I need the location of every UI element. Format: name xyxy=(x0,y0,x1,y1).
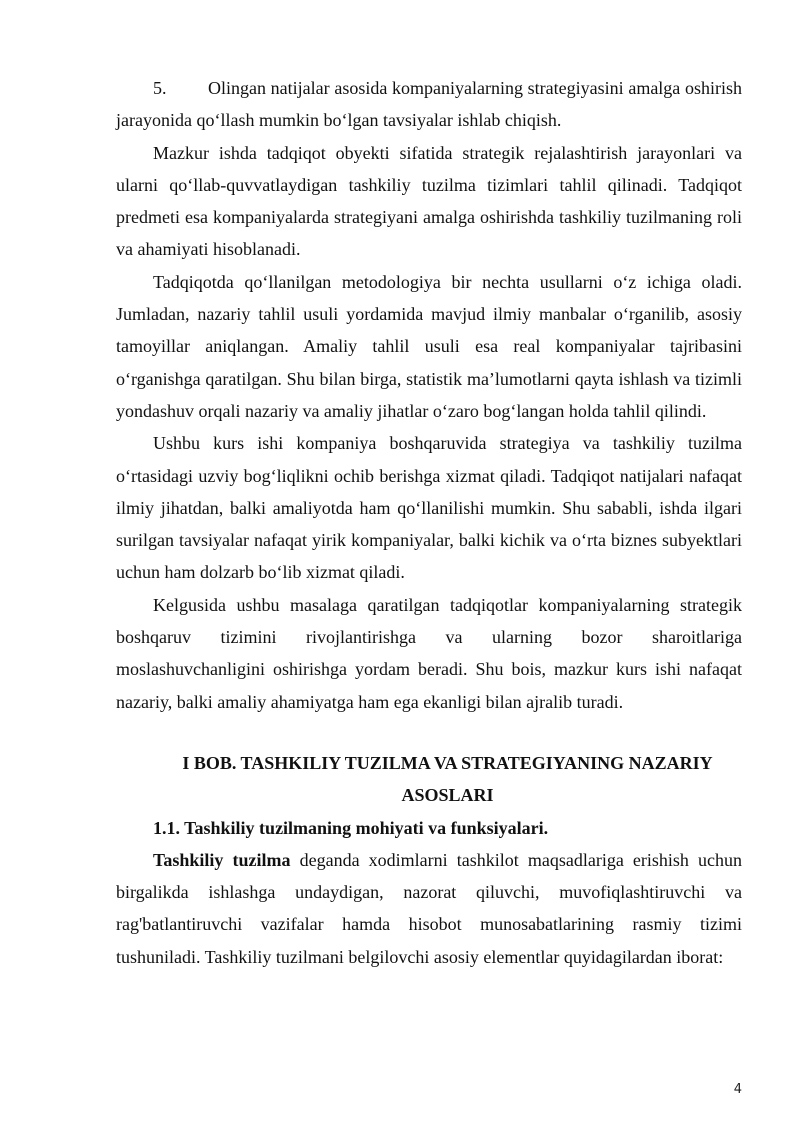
chapter-heading-line-2: ASOSLARI xyxy=(401,785,494,806)
page-number: 4 xyxy=(733,1082,742,1097)
list-item-number: 5. xyxy=(153,78,167,98)
paragraph-definition xyxy=(116,844,742,973)
paragraph-future-line-1: Kelgusida ushbu masalaga qaratilgan tadqiqotlar kompaniyalarning strategik xyxy=(153,594,742,615)
document-page xyxy=(116,72,742,973)
paragraph-future-research xyxy=(116,589,742,718)
list-item-text: Olingan natijalar asosida kompaniyalarning strategiyasini amalga oshirish jarayonida qo‘llash mumkin bo‘lgan tavsiyalar ishlab chiqish. xyxy=(116,78,742,131)
definition-term: Tashkiliy tuzilma xyxy=(153,849,291,870)
list-item-5 xyxy=(116,72,742,137)
section-heading: 1.1. Tashkiliy tuzilmaning mohiyati va funksiyalari. xyxy=(153,817,549,838)
definition-text: deganda xodimlarni tashkilot maqsadlariga erishish uchun birgalikda ishlashga undaydigan, nazorat qiluvchi, muvofiqlashtiruvchi va rag'batlantiruvchi vazifalar hamda hisobot munosabatlarining rasmiy tizimi tushuniladi. Tashkiliy tuzilmani belgilovchi asosiy elementlar quyidagilardan iborat: xyxy=(116,849,742,967)
paragraph-research-object: Mazkur ishda tadqiqot obyekti sifatida strategik rejalashtirish jarayonlari va ularni qo‘llab-quvvatlaydigan tashkiliy tuzilma tizimlari tahlil qilinadi. Tadqiqot predmeti esa kompaniyalarda strategiyani amalga oshirishda tashkiliy tuzilmaning roli va ahamiyati hisoblanadi. xyxy=(116,142,742,260)
chapter-heading xyxy=(116,747,742,812)
paragraph-significance: Ushbu kurs ishi kompaniya boshqaruvida strategiya va tashkiliy tuzilma o‘rtasidagi uzviy bog‘liqlikni ochib berishga xizmat qiladi. Tadqiqot natijalari nafaqat ilmiy jihatdan, balki amaliyotda ham qo‘llanilishi mumkin. Shu sababli, ishda ilgari surilgan tavsiyalar nafaqat yirik kompaniyalar, balki kichik va o‘rta biznes subyektlari uchun ham dolzarb bo‘lib xizmat qiladi. xyxy=(116,433,742,583)
paragraph-methodology: Tadqiqotda qo‘llanilgan metodologiya bir nechta usullarni o‘z ichiga oladi. Jumladan, nazariy tahlil usuli yordamida mavjud ilmiy manbalar o‘rganilib, asosiy tamoyillar aniqlangan. Amaliy tahlil usuli esa real kompaniyalar tajribasini o‘rganishga qaratilgan. Shu bilan birga, statistik ma’lumotlarni qayta ishlash va tizimli yondashuv orqali nazariy va amaliy jihatlar o‘zaro bog‘langan holda tahlil qilindi. xyxy=(116,271,742,421)
paragraph-future-line-2: boshqaruv tizimini rivojlantirishga va ularning bozor sharoitlariga xyxy=(116,627,742,648)
paragraph-future-rest: moslashuvchanligini oshirishga yordam beradi. Shu bois, mazkur kurs ishi nafaqat nazariy, balki amaliy ahamiyatga ham ega ekanligi bilan ajralib turadi. xyxy=(116,659,742,712)
chapter-heading-line-1: I BOB. TASHKILIY TUZILMA VA STRATEGIYANING NAZARIY xyxy=(182,752,713,773)
